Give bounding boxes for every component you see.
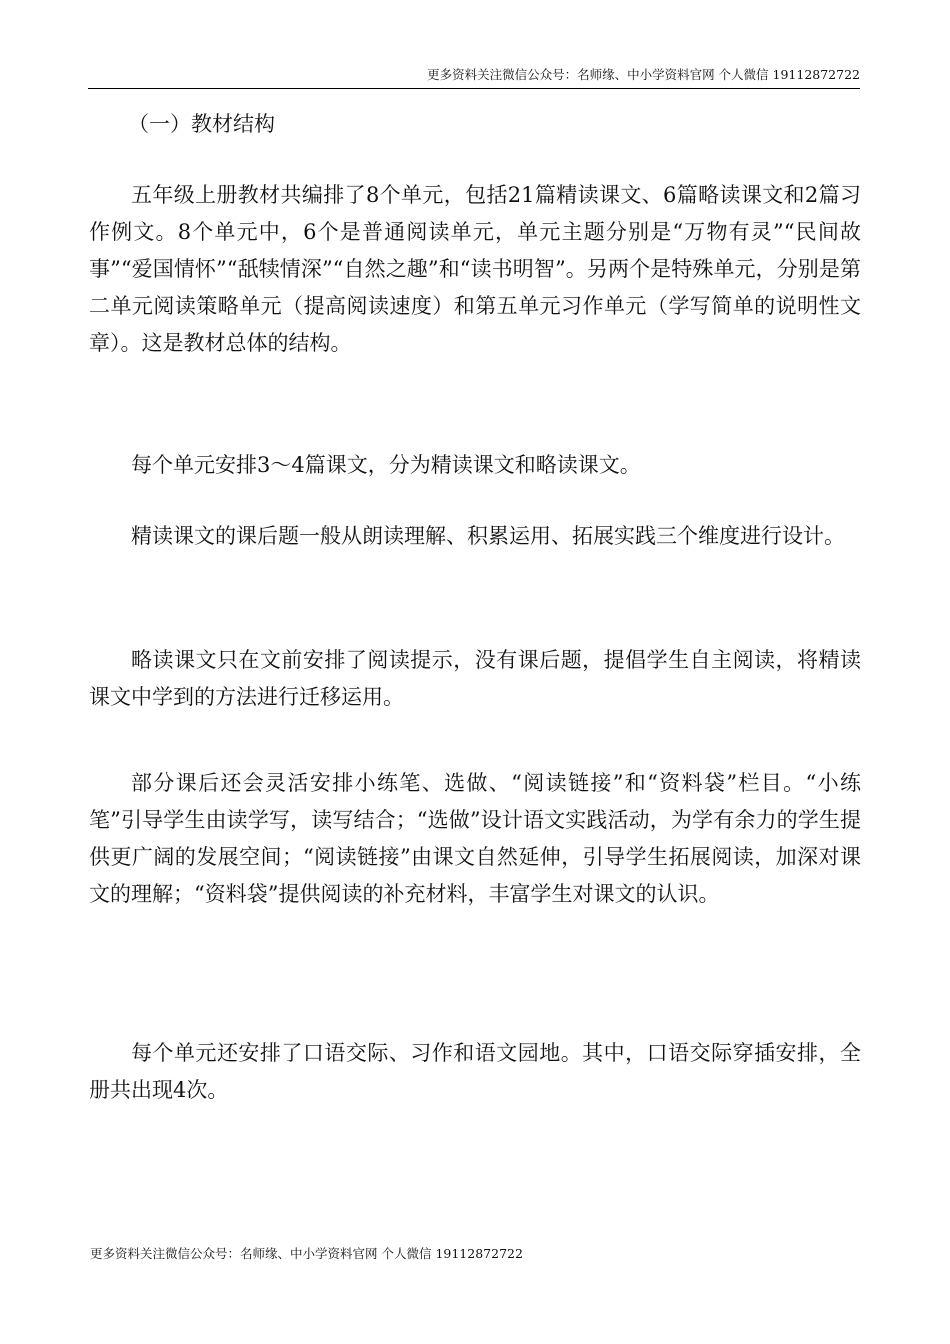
paragraph-3 [89,518,861,555]
paragraph-text: 五年级上册教材共编排了8个单元，包括21篇精读课文、6篇略读课文和2篇习作例文。8个单元中，6个是普通阅读单元，单元主题分别是“万物有灵”“民间故事”“爱国情怀”“舐犊情深”“自然之趣”和“读书明智”。另两个是特殊单元，分别是第二单元阅读策略单元（提高阅读速度）和第五单元习作单元（学写简单的说明性文章）。这是教材总体的结构。 [89,183,861,355]
page-footer: 更多资料关注微信公众号：名师缘、中小学资料官网 个人微信 19112872722 [90,1246,523,1261]
paragraph-text: 每个单元还安排了口语交际、习作和语文园地。其中，口语交际穿插安排，全册共出现4次。 [89,1041,861,1102]
paragraph-text: 略读课文只在文前安排了阅读提示，没有课后题，提倡学生自主阅读，将精读课文中学到的方法进行迁移运用。 [89,648,861,709]
page-header: 更多资料关注微信公众号：名师缘、中小学资料官网 个人微信 19112872722 [88,66,860,89]
paragraph-5 [89,765,861,913]
section-title: （一）教材结构 [128,112,275,136]
paragraph-4 [89,642,861,716]
paragraph-text: 精读课文的课后题一般从朗读理解、积累运用、拓展实践三个维度进行设计。 [131,524,845,548]
paragraph-6 [89,1035,861,1109]
paragraph-1 [89,177,861,362]
paragraph-2 [89,447,861,484]
paragraph-text: 每个单元安排3～4篇课文，分为精读课文和略读课文。 [131,453,641,477]
paragraph-text: 部分课后还会灵活安排小练笔、选做、“阅读链接”和“资料袋”栏目。“小练笔”引导学生由读学写，读写结合；“选做”设计语文实践活动，为学有余力的学生提供更广阔的发展空间；“阅读链接”由课文自然延伸，引导学生拓展阅读，加深对课文的理解；“资料袋”提供阅读的补充材料，丰富学生对课文的认识。 [89,771,861,906]
